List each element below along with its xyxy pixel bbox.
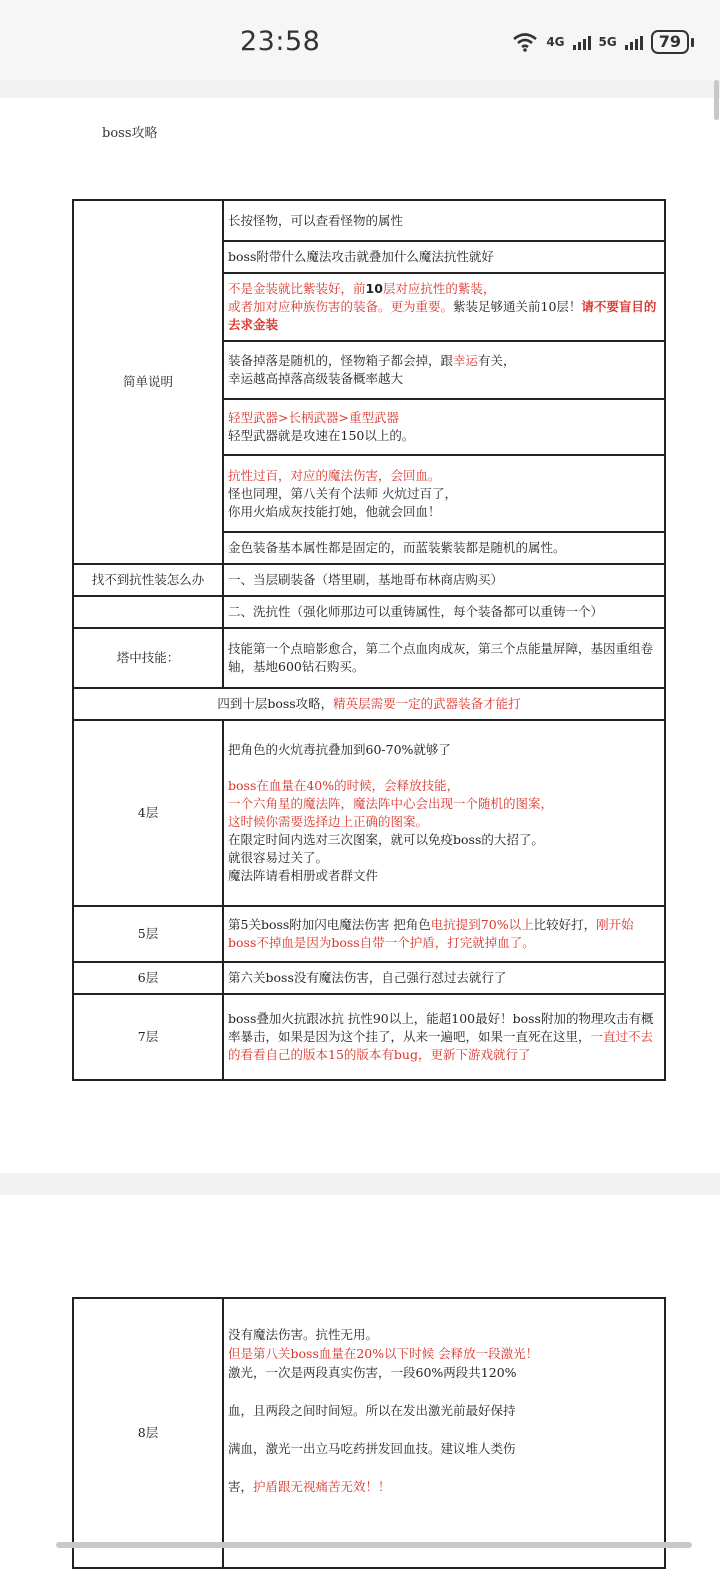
network-5g-label: 5G bbox=[598, 35, 617, 49]
floor-5-text: 第5关boss附加闪电魔法伤害 把角色电抗提到70%以上比较好打，刚开始boss不掉血是因为boss自带一个护盾，打完就掉血了。 bbox=[223, 906, 665, 962]
skill-label: 塔中技能： bbox=[73, 628, 223, 688]
empty-cell bbox=[73, 596, 223, 628]
status-icons bbox=[512, 30, 694, 54]
signal-icon bbox=[573, 34, 591, 50]
page-gap bbox=[0, 80, 720, 98]
clock: 23:58 bbox=[240, 26, 321, 57]
floor-7-label: 7层 bbox=[73, 994, 223, 1080]
summary-row: boss附带什么魔法攻击就叠加什么魔法抗性就好 bbox=[223, 241, 665, 273]
resist-label: 找不到抗性装怎么办 bbox=[73, 564, 223, 596]
resist-option: 二、洗抗性（强化师那边可以重铸属性，每个装备都可以重铸一个） bbox=[223, 596, 665, 628]
skill-text: 技能第一个点暗影愈合，第二个点血肉成灰，第三个点能量屏障，基因重组卷轴，基地600钻石购买。 bbox=[223, 628, 665, 688]
battery-tip bbox=[691, 38, 694, 47]
summary-row: 装备掉落是随机的，怪物箱子都会掉，跟幸运有关， 幸运越高掉落高级装备概率越大 bbox=[223, 341, 665, 399]
summary-row: 不是金装就比紫装好，前10层对应抗性的紫装， 或者加对应种族伤害的装备。更为重要。紫装足够通关前10层！请不要盲目的去求金装 bbox=[223, 273, 665, 341]
page-gap bbox=[0, 1173, 720, 1195]
network-4g-label: 4G bbox=[546, 35, 565, 49]
summary-row: 轻型武器>长柄武器>重型武器 轻型武器就是攻速在150以上的。 bbox=[223, 399, 665, 455]
vertical-scrollbar[interactable] bbox=[714, 80, 719, 120]
floor-4-text: 把角色的火炕毒抗叠加到60-70%就够了 boss在血量在40%的时候，会释放技能， 一个六角星的魔法阵，魔法阵中心会出现一个随机的图案， 这时候你需要选择边上正确的图案。 在限定时间内选对三次图案，就可以免疫boss的大招了。 就很容易过关了。 魔法阵请看相册或者群文件 bbox=[223, 720, 665, 906]
guide-table bbox=[72, 199, 666, 1081]
guide-table-continued bbox=[72, 1297, 666, 1569]
floor-8-text: 没有魔法伤害。抗性无用。 但是第八关boss血量在20%以下时候 会释放一段激光！ 激光，一次是两段真实伤害，一段60%两段共120% 血，且两段之间时间短。所以在发出激光前最好保持 满血，激光一出立马吃药拼发回血技。建议堆人类伤 害，护盾跟无视痛苦无效！！ bbox=[223, 1298, 665, 1568]
floor-6-text: 第六关boss没有魔法伤害，自己强行怼过去就行了 bbox=[223, 962, 665, 994]
battery-icon: 79 bbox=[651, 30, 689, 54]
floor-8-label: 8层 bbox=[73, 1298, 223, 1568]
signal-icon bbox=[625, 34, 643, 50]
resist-option: 一、当层刷装备（塔里刷，基地哥布林商店购买） bbox=[223, 564, 665, 596]
horizontal-scrollbar[interactable] bbox=[56, 1542, 692, 1548]
floor-6-label: 6层 bbox=[73, 962, 223, 994]
status-bar bbox=[0, 0, 720, 80]
section-header: 四到十层boss攻略，精英层需要一定的武器装备才能打 bbox=[73, 688, 665, 720]
floor-4-label: 4层 bbox=[73, 720, 223, 906]
document-title: boss攻略 bbox=[102, 126, 158, 141]
summary-label: 简单说明 bbox=[73, 200, 223, 564]
floor-5-label: 5层 bbox=[73, 906, 223, 962]
floor-7-text: boss叠加火抗跟冰抗 抗性90以上，能超100最好！boss附加的物理攻击有概率暴击，如果是因为这个挂了，从来一遍吧，如果一直死在这里，一直过不去的看看自己的版本15的版本有bug，更新下游戏就行了 bbox=[223, 994, 665, 1080]
summary-row: 金色装备基本属性都是固定的，而蓝装紫装都是随机的属性。 bbox=[223, 532, 665, 564]
summary-row: 长按怪物，可以查看怪物的属性 bbox=[223, 200, 665, 241]
summary-row: 抗性过百，对应的魔法伤害，会回血。 怪也同理，第八关有个法师 火炕过百了， 你用火焰成灰技能打她，他就会回血！ bbox=[223, 455, 665, 532]
wifi-icon bbox=[512, 32, 538, 52]
